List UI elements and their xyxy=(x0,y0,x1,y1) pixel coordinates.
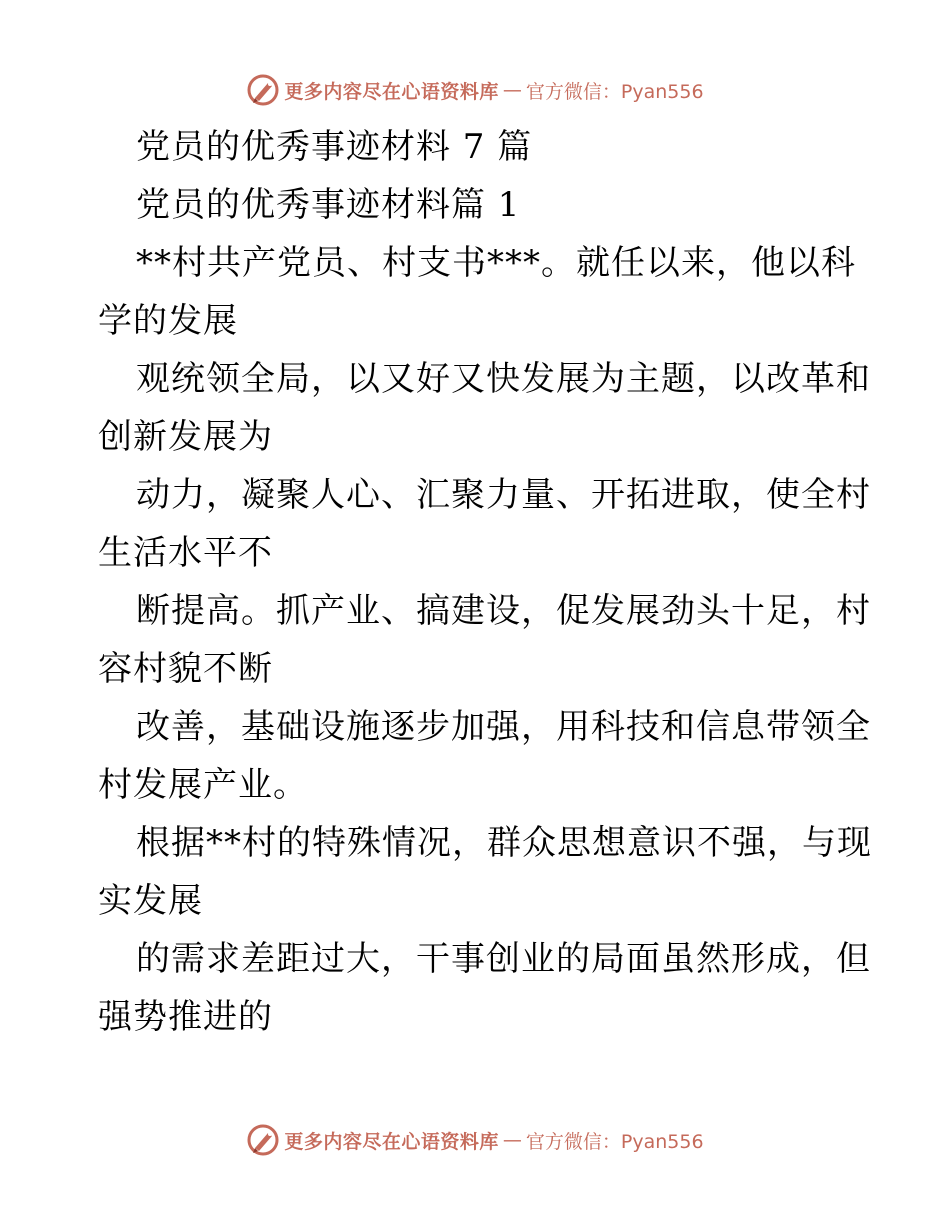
section-heading: 党员的优秀事迹材料篇 1 xyxy=(136,185,521,225)
paragraph-line: **村共产党员、村支书***。就任以来，他以科 xyxy=(136,243,856,283)
paragraph-line: 生活水平不 xyxy=(98,533,273,573)
footer-watermark-content xyxy=(246,1123,703,1157)
watermark-separator: — xyxy=(502,1129,522,1151)
paragraph-line: 观统领全局，以又好又快发展为主题，以改革和 xyxy=(136,359,871,399)
watermark-main-text: 更多内容尽在心语资料库 xyxy=(284,1130,499,1153)
paragraph-line: 的需求差距过大，干事创业的局面虽然形成，但 xyxy=(136,939,871,979)
paragraph-line: 断提高。抓产业、搞建设，促发展劲头十足，村 xyxy=(136,591,871,631)
header-watermark-content xyxy=(246,73,703,107)
watermark-sub-text: 官方微信：Pyan556 xyxy=(525,1130,704,1153)
paragraph-line: 容村貌不断 xyxy=(98,649,273,689)
watermark-separator: — xyxy=(502,79,522,101)
watermark-sub-text: 官方微信：Pyan556 xyxy=(525,80,704,103)
paragraph-line: 动力，凝聚人心、汇聚力量、开拓进取，使全村 xyxy=(136,475,871,515)
header-watermark-banner xyxy=(0,70,950,110)
pen-logo-icon xyxy=(246,1123,280,1157)
document-title: 党员的优秀事迹材料 7 篇 xyxy=(136,127,533,167)
paragraph-line: 创新发展为 xyxy=(98,417,273,457)
watermark-main-text: 更多内容尽在心语资料库 xyxy=(284,80,499,103)
footer-watermark-banner xyxy=(0,1120,950,1160)
paragraph-line: 村发展产业。 xyxy=(98,765,308,805)
paragraph-line: 学的发展 xyxy=(98,301,238,341)
document-body xyxy=(98,118,872,1046)
pen-logo-icon xyxy=(246,73,280,107)
paragraph-line: 实发展 xyxy=(98,881,203,921)
paragraph-line: 根据**村的特殊情况，群众思想意识不强，与现 xyxy=(136,823,872,863)
paragraph-line: 改善，基础设施逐步加强，用科技和信息带领全 xyxy=(136,707,871,747)
paragraph-line: 强势推进的 xyxy=(98,997,273,1037)
